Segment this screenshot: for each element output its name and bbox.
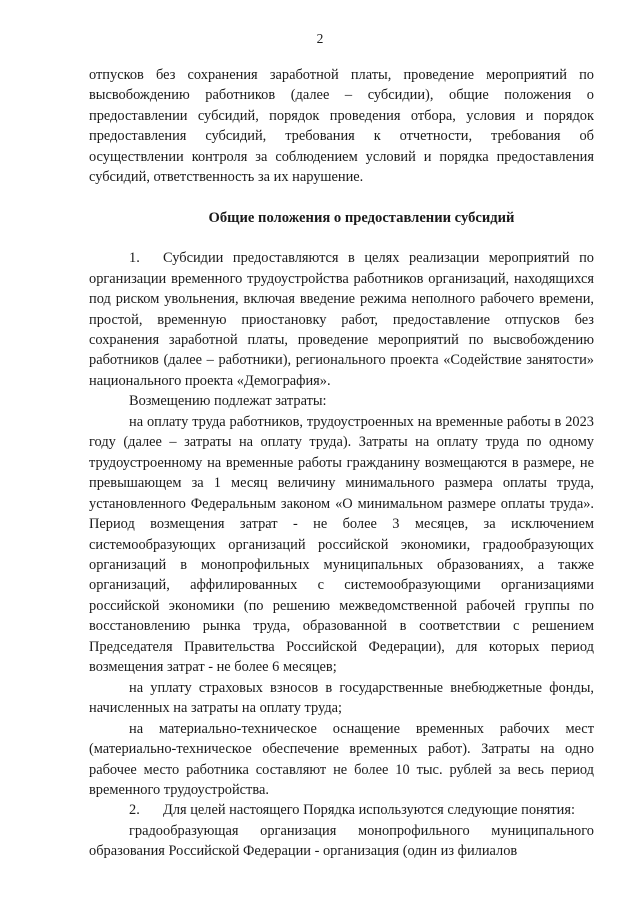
numbered-item-2: [89, 800, 594, 820]
document-body: [89, 65, 594, 862]
intro-paragraph: отпусков без сохранения заработной платы, проведение мероприятий по высвобождению работников (далее – субсидии), общие положения о предоставлении субсидий, порядок проведения отбора, условия и порядок предоставления субсидий, требования к отчетности, требования об осуществлении контроля за соблюдением условий и порядка предоставления субсидий, ответственность за их нарушение.: [89, 67, 594, 186]
cost-insurance-paragraph: на уплату страховых взносов в государственные внебюджетные фонды, начисленных на затраты на оплату труда;: [89, 679, 594, 717]
cost-wages-paragraph: на оплату труда работников, трудоустроенных на временные работы в 2023 году (далее – затраты на оплату труда). Затраты на оплату труда по одному трудоустроенному на временные работы гражданину возмещаются в размере, не превышающем за 1 месяц величину минимального размера оплаты труда, установленного Федеральным законом «О минимальном размере оплаты труда». Период возмещения затрат - не более 3 месяцев, за исключением системообразующих организаций российской экономики, градообразующих организаций в монопрофильных муниципальных образованиях, а также организаций, аффилированных с системообразующими организациями российской экономики (по решению межведомственной рабочей группы по восстановлению рынка труда, образованной в соответствии с решением Председателя Правительства Российской Федерации), для которых период возмещения затрат - не более 6 месяцев;: [89, 413, 594, 676]
definition-paragraph: градообразующая организация монопрофильного муниципального образования Российской Федерации - организация (один из филиалов: [89, 822, 594, 860]
item-number: 1.: [129, 250, 140, 267]
numbered-item-1: [89, 248, 594, 391]
cost-equipment-paragraph: на материально-техническое оснащение временных рабочих мест (материально-техническое обеспечение временных работ). Затраты на одно рабочее место работника составляют не более 10 тыс. рублей за весь период временного трудоустройства.: [89, 720, 594, 798]
item-number: 2.: [129, 802, 140, 819]
section-heading: Общие положения о предоставлении субсидий: [208, 209, 515, 226]
page-number: 2: [316, 31, 324, 46]
item-text: Субсидии предоставляются в целях реализации мероприятий по организации временного трудоустройства работников организаций, находящихся под риском увольнения, включая введение режима неполного рабочего времени, простой, временную приостановку работ, предоставление отпусков без сохранения заработной платы, проведение мероприятий по высвобождению работников (далее – работники), регионального проекта «Содействие занятости» национального проекта «Демография».: [89, 250, 594, 389]
reimbursement-intro: Возмещению подлежат затраты:: [129, 393, 327, 410]
item-text: Для целей настоящего Порядка используются следующие понятия:: [163, 802, 575, 819]
